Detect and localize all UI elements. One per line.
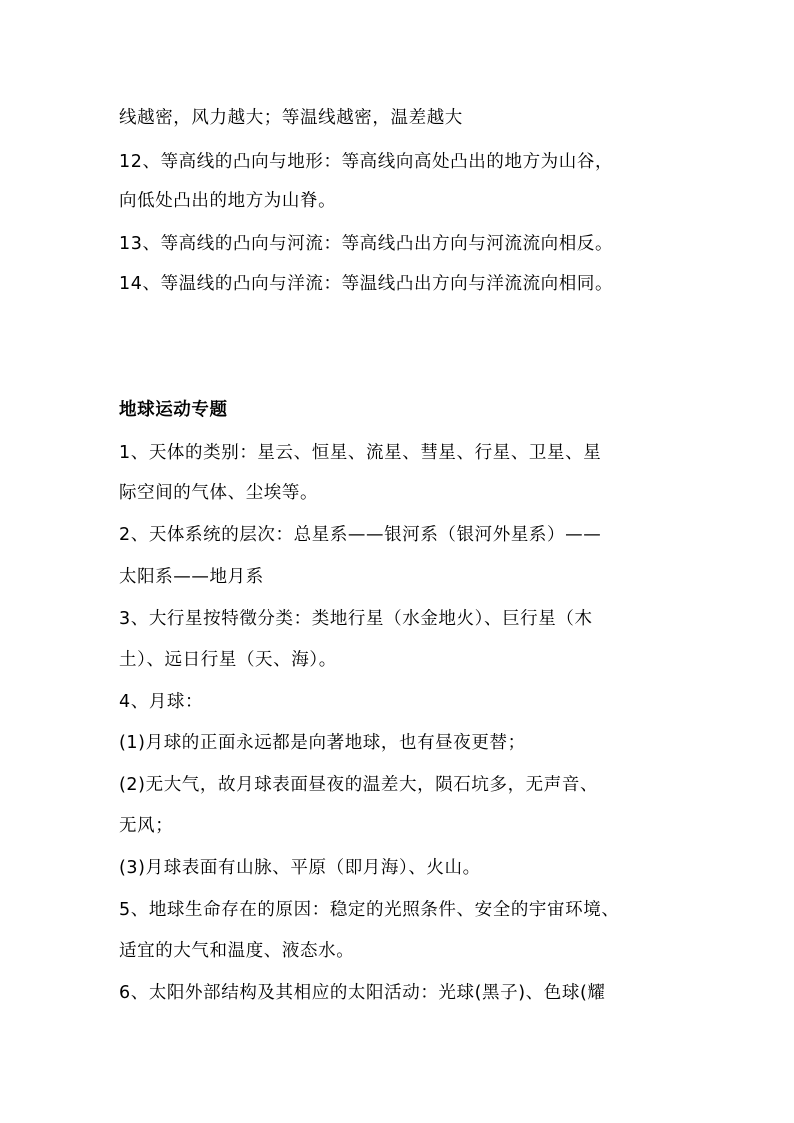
text-line: 2、天体系统的层次：总星系——银河系（银河外星系）—— [119,525,602,545]
text-line: 向低处凸出的地方为山脊。 [119,191,337,211]
text-line: 线越密，风力越大；等温线越密，温差越大 [119,108,463,128]
text-line: 6、太阳外部结构及其相应的太阳活动：光球(黑子)、色球(耀 [119,983,606,1003]
text-line: 土）、远日行星（天、海）。 [119,650,337,670]
text-line: 13、等高线的凸向与河流：等高线凸出方向与河流流向相反。 [119,234,614,254]
text-line: 4、月球： [119,692,204,712]
text-line: 太阳系——地月系 [119,567,264,587]
text-line: 1、天体的类别：星云、恒星、流星、彗星、行星、卫星、星 [119,443,602,463]
text-line: (1)月球的正面永远都是向著地球，也有昼夜更替； [119,733,526,753]
text-line: 14、等温线的凸向与洋流：等温线凸出方向与洋流流向相同。 [119,274,614,294]
text-line: (2)无大气，故月球表面昼夜的温差大，陨石坑多，无声音、 [119,775,599,795]
text-line: 际空间的气体、尘埃等。 [119,483,319,503]
text-line: 适宜的大气和温度、液态水。 [119,941,355,961]
text-line: 3、大行星按特徵分类：类地行星（水金地火）、巨行星（木 [119,609,593,629]
text-line: 12、等高线的凸向与地形：等高线向高处凸出的地方为山谷， [119,152,614,172]
section-heading: 地球运动专题 [119,400,228,420]
text-line: 无风； [119,816,174,836]
text-line: 5、地球生命存在的原因：稳定的光照条件、安全的宇宙环境、 [119,900,620,920]
text-line: (3)月球表面有山脉、平原（即月海）、火山。 [119,858,481,878]
